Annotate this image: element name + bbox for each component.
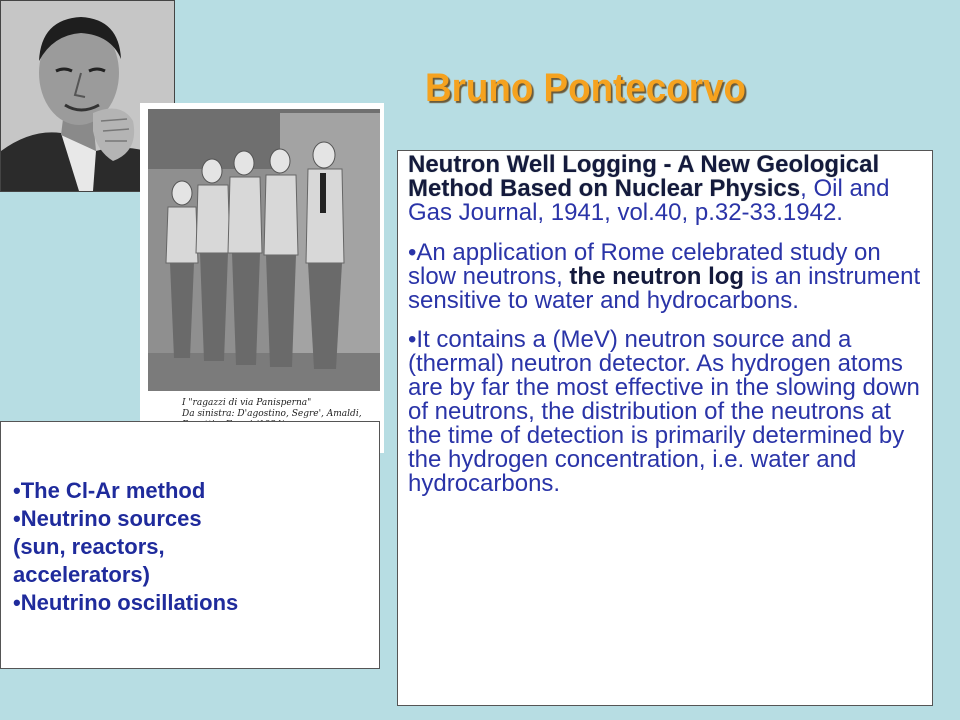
topic-text: accelerators) [13, 562, 150, 587]
reference-title: Neutron Well Logging - A New Geological Method Based on Nuclear Physics [408, 151, 880, 202]
topic-text: Neutrino oscillations [20, 590, 239, 615]
bullet-text-prefix: •An application of Rome celebrated study on slow neutrons, [408, 239, 881, 290]
topic-item [13, 589, 379, 617]
reference-details: , Oil and Gas Journal, 1941, vol.40, p.32-33.1942. [408, 175, 890, 226]
topic-text: (sun, reactors, [13, 534, 165, 559]
group-photo [140, 103, 384, 453]
topics-box [0, 421, 380, 669]
reference-paragraph [408, 153, 922, 225]
topic-text: The Cl-Ar method [20, 478, 206, 503]
bullet-glyph: • [13, 478, 21, 503]
bullet-text-suffix: is an instrument sensitive to water and hydrocarbons. [408, 263, 921, 314]
slide-title: Bruno Pontecorvo [425, 66, 746, 110]
main-text-box [397, 150, 933, 706]
bullet-highlight: the neutron log [569, 263, 745, 290]
bullet-glyph: • [13, 506, 21, 531]
topic-item [13, 505, 379, 533]
bullet-paragraph: •It contains a (MeV) neutron source and a (thermal) neutron detector. As hydrogen atoms are by far the most effective in the slowing down of neutrons, the distribution of the neutrons at the time of detection is primarily determined by the hydrogen concentration, i.e. water and hydrocarbons. [408, 326, 920, 497]
topic-item-continuation [13, 561, 379, 589]
topic-item-continuation [13, 533, 379, 561]
bullet-glyph: • [13, 590, 21, 615]
bullet-paragraph [408, 241, 922, 313]
topic-text: Neutrino sources [20, 506, 202, 531]
caption-line: Da sinistra: D'agostino, Segre', Amaldi, [182, 409, 362, 419]
topic-item [13, 477, 379, 505]
caption-line: I "ragazzi di via Panisperna" [182, 398, 312, 408]
